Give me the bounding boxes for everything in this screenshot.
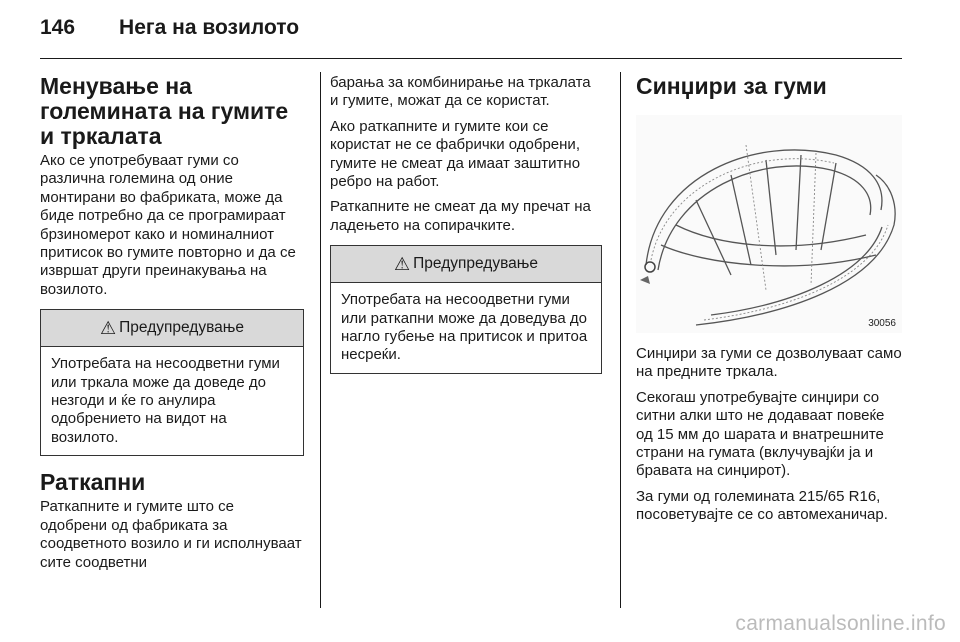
column-3 xyxy=(636,74,904,532)
warning-title: Предупредување xyxy=(413,255,538,273)
heading-tire-chains: Синџири за гуми xyxy=(636,73,827,99)
warning-text: Употребата на несоодветни гуми или тркала може да доведе до незгоди и ќе го анулира одобрението на видот на возилото. xyxy=(51,355,280,446)
column-divider-2 xyxy=(620,72,621,608)
paragraph-unapproved: Ако раткапните и гумите кои се користат не се фабрички одобрени, гумите не смеат да имаат заштитно ребро на работ. xyxy=(330,117,581,191)
section-title: Нега на возилото xyxy=(119,16,300,39)
warning-box-1 xyxy=(40,309,304,456)
warning-title: Предупредување xyxy=(119,319,244,337)
column-divider-1 xyxy=(320,72,321,608)
figure-code: 30056 xyxy=(868,318,896,329)
tire-chain-illustration xyxy=(636,115,902,333)
warning-box-2 xyxy=(330,245,602,374)
warning-header xyxy=(41,310,303,347)
paragraph-hubcaps: Раткапните и гумите што се одобрени од фабриката за соодветното возило и ги исполнуваат сите соодветни xyxy=(40,498,302,571)
watermark: carmanualsonline.info xyxy=(735,612,946,635)
warning-header xyxy=(331,246,601,283)
paragraph-front-wheels: Синџири за гуми се дозволуваат само на предните тркала. xyxy=(636,345,902,381)
page-header xyxy=(40,16,299,50)
heading-tire-size-change: Менување на големината на гумите и тркалата xyxy=(40,73,289,149)
column-2 xyxy=(330,74,602,388)
warning-triangle-icon: ⚠ xyxy=(394,253,411,274)
paragraph-tire-size: Ако се употребуваат гуми со различна големина од оние монтирани во фабриката, може да биде потребно да се програмираат брзиномерот како и номиналниот притисок во гумите повторно и да се извршат други преинакувања на возилото. xyxy=(40,152,296,298)
column-1 xyxy=(40,74,304,579)
header-divider xyxy=(40,58,902,59)
paragraph-continued: барања за комбинирање на тркалата и гумите, можат да се користат. xyxy=(330,74,591,110)
paragraph-tire-size-advice: За гуми од големината 215/65 R16, посоветувајте се со автомеханичар. xyxy=(636,487,888,524)
paragraph-brake-cooling: Раткапните не смеат да му пречат на ладењето на сопирачките. xyxy=(330,198,591,234)
paragraph-fine-links: Секогаш употребувајте синџири со ситни алки што не додаваат повеќе од 15 мм до шарата и внатрешните страни на гумата (вклучувајќи ја и бравата на синџирот). xyxy=(636,388,885,480)
tire-chain-icon xyxy=(636,115,902,333)
warning-text: Употребата на несоодветни гуми или раткапни може да доведува до нагло губење на притисок и притоа несреќи. xyxy=(341,291,588,364)
heading-hubcaps: Раткапни xyxy=(40,469,146,496)
warning-triangle-icon: ⚠ xyxy=(100,317,117,338)
page-number: 146 xyxy=(40,16,76,39)
